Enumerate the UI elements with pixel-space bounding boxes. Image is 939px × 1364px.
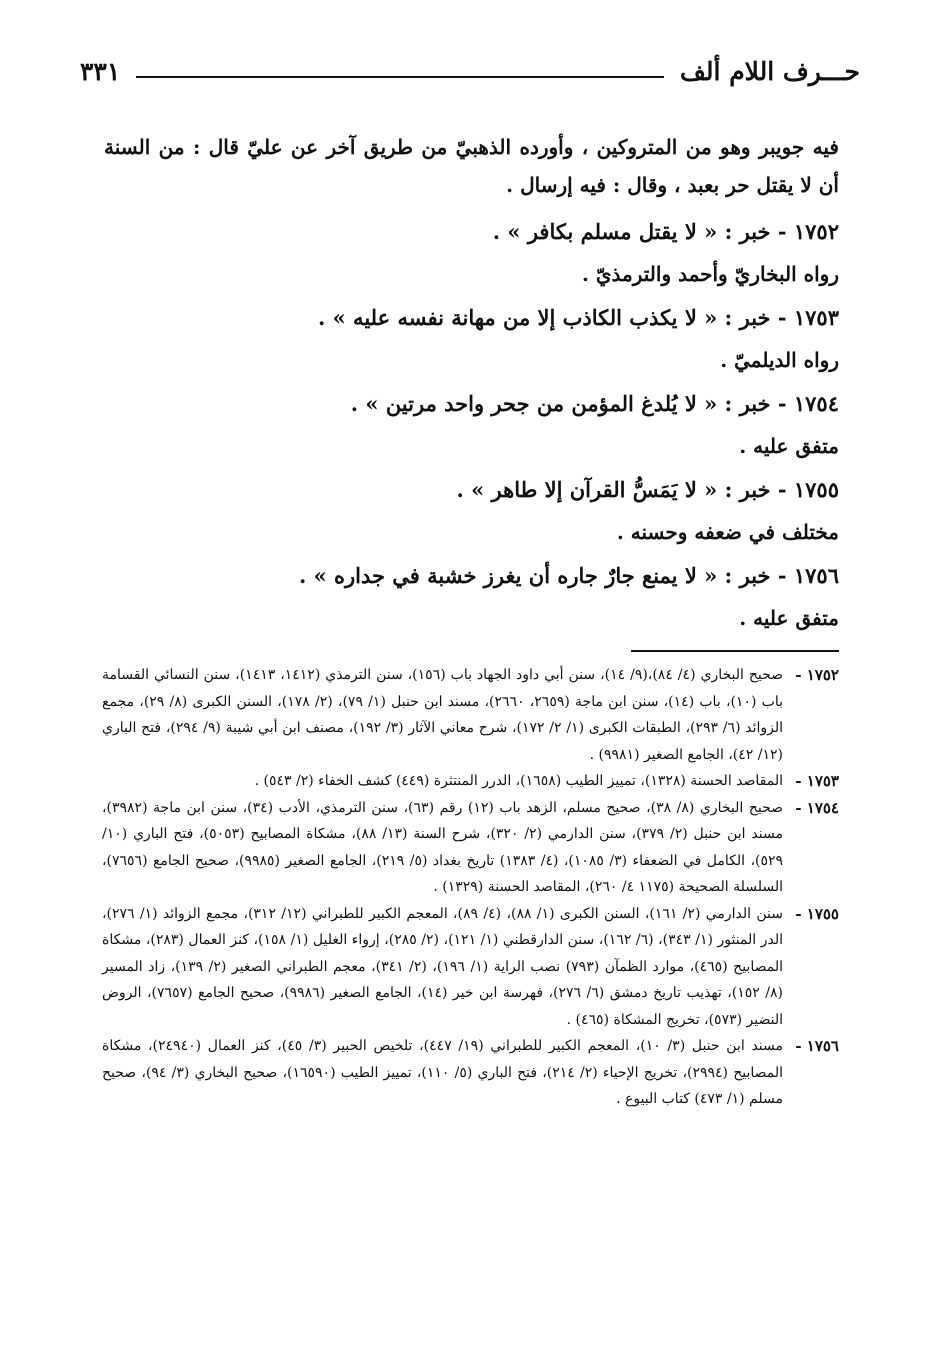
footnote-number: ١٧٥٤ - xyxy=(795,798,839,817)
hadith-1753-source: رواه الديلميّ . xyxy=(720,348,839,372)
hadith-1753: ١٧٥٣ - خبر : « لا يكذب الكاذب إلا من مهانة نفسه عليه » . xyxy=(318,305,839,330)
footnote-1755 xyxy=(102,901,839,1034)
hadith-1756: ١٧٥٦ - خبر : « لا يمنع جارٌ جاره أن يغرز خشبة في جداره » . xyxy=(298,563,839,588)
footnote-text: المقاصد الحسنة (١٣٢٨)، تمييز الطيب (١٦٥٨)، الدرر المنتثرة (٤٤٩) كشف الخفاء (٢/ ٥٤٣) . xyxy=(254,773,783,789)
hadith-1752: ١٧٥٢ - خبر : « لا يقتل مسلم بكافر » . xyxy=(492,219,839,244)
footnote-text: مسند ابن حنبل (٣/ ١٠)، المعجم الكبير للطبراني (١٩/ ٤٤٧)، تلخيص الحبير (٣/ ٤٥)، كنز العمال (٢٤٩٤٠)، مشكاة المصابيح (٢٩٩٤)، تخريج الإحياء (٢/ ٢١٤)، فتح الباري (٥/ ١١٠)، تمييز الطيب (١٦٥٩٠)، صحيح البخاري (٣/ ٩٤)، صحيح مسلم (١/ ٤٧٣) كتاب البيوع . xyxy=(102,1038,784,1107)
hadith-1755-source: مختلف في ضعفه وحسنه . xyxy=(616,520,839,544)
footnote-1754 xyxy=(102,795,839,901)
chapter-title: حـــرف اللام ألف xyxy=(680,57,860,86)
footnote-text: صحيح البخاري (٨/ ٣٨)، صحيح مسلم، الزهد باب (١٢) رقم (٦٣)، سنن الترمذي، الأدب (٣٤)، سنن ابن ماجة (٣٩٨٢)، مسند ابن حنبل (٢/ ٣٧٩)، سنن الدارمي (٢/ ٣٢٠)، شرح السنة (١٣/ ٨٨)، مشكاة المصابيح (٥٠٥٣)، فتح الباري (١٠/ ٥٢٩)، الكامل في الضعفاء (٣/ ١٠٨٥)، (٤/ ١٣٨٣) تاريخ بغداد (٥/ ٢١٩)، الجامع الصغير (٩٩٨٥)، صحيح الجامع (٧٦٥٦)، السلسلة الصحيحة (١١٧٥ ٤/ ٢٦٠)، المقاصد الحسنة (١٣٢٩) . xyxy=(102,799,784,895)
footnote-number: ١٧٥٢ - xyxy=(795,666,839,684)
footnotes xyxy=(102,662,839,1113)
footnote-1752 xyxy=(102,662,839,768)
intro-paragraph: فيه جويبر وهو من المتروكين ، وأورده الذهبيّ من طريق آخر عن عليّ قال : من السنة أن لا يقتل حر بعبد ، وقال : فيه إرسال . xyxy=(104,135,839,197)
header-rule xyxy=(136,76,664,78)
main-text xyxy=(104,128,839,640)
hadith-1755: ١٧٥٥ - خبر : « لا يَمَسُّ القرآن إلا طاهر » . xyxy=(456,477,839,502)
footnote-1756 xyxy=(102,1033,839,1113)
footnote-separator xyxy=(631,650,839,652)
footnote-text: سنن الدارمي (٢/ ١٦١)، السنن الكبرى (١/ ٨٨)، (٤/ ٨٩)، المعجم الكبير للطبراني (١٢/ ٣١٢)، مجمع الزوائد (١/ ٢٧٦)، الدر المنثور (١/ ٣٤٣)، (٦/ ١٦٢)، سنن الدارقطني (١/ ١٢١)، (٢/ ٢٨٥)، إرواء الغليل (١/ ١٥٨)، كنز العمال (٢٨٣)، مشكاة المصابيح (٤٦٥)، موارد الظمآن (٧٩٣) نصب الراية (١/ ١٩٦)، (٢/ ٣٤١)، معجم الطبراني الصغير (٢/ ١٣٩)، زاد المسير (٨/ ١٥٢)، تهذيب تاريخ دمشق (٦/ ٢٧٦)، فهرسة ابن خير (١٤)، الجامع الصغير (٩٩٨٦)، صحيح الجامع (٧٦٥٧)، الروض النضير (٥٧٣)، تخريج المشكاة (٤٦٥) . xyxy=(102,905,784,1028)
hadith-1752-source: رواه البخاريّ وأحمد والترمذيّ . xyxy=(581,262,839,286)
footnote-text: صحيح البخاري (٤/ ٨٤)،(٩/ ١٤)، سنن أبي داود الجهاد باب (١٥٦)، سنن الترمذي (١٤١٢، ١٤١٣)، سنن النسائي القسامة باب (١٠)، باب (١٤)، سنن ابن ماجة (٢٦٥٩، ٢٦٦٠)، مسند ابن حنبل (١/ ٧٩)، (٢/ ١٧٨)، السنن الكبرى (٨/ ٢٩)، مجمع الزوائد (٦/ ٢٩٣)، الطبقات الكبرى (١/ ٢/ ١٧٢)، شرح معاني الآثار (٣/ ١٩٢)، مصنف ابن أبي شيبة (٩/ ٢٩٤)، فتح الباري (١٢/ ٤٢)، الجامع الصغير (٩٩٨١) . xyxy=(102,667,784,763)
hadith-1754: ١٧٥٤ - خبر : « لا يُلدغ المؤمن من جحر واحد مرتين » . xyxy=(350,391,839,416)
page-number: ٣٣١ xyxy=(80,57,121,86)
footnote-number: ١٧٥٥ - xyxy=(795,904,839,923)
footnote-1753 xyxy=(102,768,839,795)
hadith-1754-source: متفق عليه . xyxy=(739,434,839,458)
footnote-number: ١٧٥٣ - xyxy=(795,772,839,790)
hadith-1756-source: متفق عليه . xyxy=(739,606,839,630)
footnote-number: ١٧٥٦ - xyxy=(795,1037,839,1055)
running-header xyxy=(80,52,860,92)
